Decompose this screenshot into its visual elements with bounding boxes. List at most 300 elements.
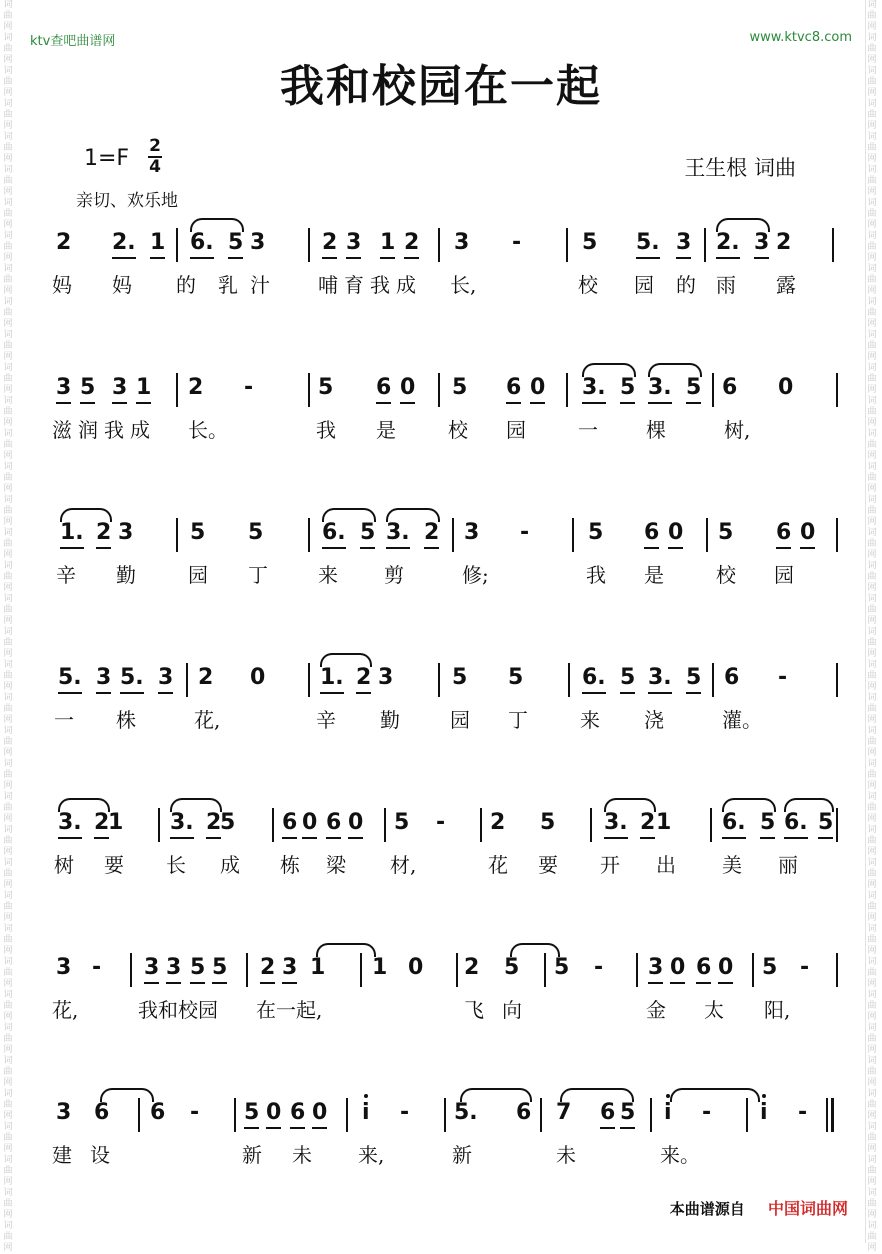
note: 1 [150, 230, 166, 255]
note: 5 [620, 375, 636, 400]
bar-line [836, 663, 838, 697]
note: 0 [778, 375, 794, 400]
note: 6. [784, 810, 808, 835]
lyric: 在一起, [256, 998, 323, 1022]
bar-line [752, 953, 754, 987]
note: 5 [244, 1100, 260, 1125]
lyric: 丁 [248, 563, 268, 587]
note: 2 [640, 810, 656, 835]
slur [716, 218, 770, 232]
lyric: 新 [242, 1143, 262, 1167]
lyric: 勤 [380, 708, 400, 732]
bar-line [746, 1098, 748, 1132]
bar-line [138, 1098, 140, 1132]
note: 6 [290, 1100, 306, 1125]
note: 5 [318, 375, 334, 400]
lyric: 露 [776, 273, 796, 297]
bar-line [272, 808, 274, 842]
bar-line [234, 1098, 236, 1132]
lyric-row-5 [0, 852, 882, 882]
note: 6. [322, 520, 346, 545]
note: 2 [56, 230, 72, 255]
bar-line [540, 1098, 542, 1132]
bar-line [176, 228, 178, 262]
note: 3. [604, 810, 628, 835]
slur [170, 798, 222, 812]
note: 1 [136, 375, 152, 400]
notation-row-1 [0, 228, 882, 268]
note: 1 [310, 955, 326, 980]
lyric: 来 [580, 708, 600, 732]
lyric: 出 [656, 853, 676, 877]
note: 5 [588, 520, 604, 545]
lyric: 汁 [250, 273, 270, 297]
note: 5 [760, 810, 776, 835]
note: 2 [96, 520, 112, 545]
lyric: 妈 [112, 273, 132, 297]
note: 2 [424, 520, 440, 545]
bar-line [176, 518, 178, 552]
note: 0 [250, 665, 266, 690]
note: 6 [326, 810, 342, 835]
note: 3 [56, 375, 72, 400]
note: 6 [282, 810, 298, 835]
note: 3 [250, 230, 266, 255]
slur [510, 943, 560, 957]
note: 5 [762, 955, 778, 980]
note: 5 [686, 375, 702, 400]
note: 5 [220, 810, 236, 835]
lyric: 是 [644, 563, 664, 587]
note: 7 [556, 1100, 572, 1125]
note: - [702, 1100, 712, 1125]
note: 1 [380, 230, 396, 255]
lyric: 树 [54, 853, 74, 877]
bar-line [836, 808, 838, 842]
note: 5 [718, 520, 734, 545]
bar-line [712, 663, 714, 697]
slur [58, 798, 110, 812]
lyric: 材, [390, 853, 417, 877]
bar-line [308, 663, 310, 697]
slur [784, 798, 834, 812]
lyric: 新 [452, 1143, 472, 1167]
lyric: 飞 [464, 998, 484, 1022]
note: 5. [58, 665, 82, 690]
note: 5 [452, 665, 468, 690]
note: 3 [282, 955, 298, 980]
notation-row-5 [0, 808, 882, 848]
note: 6 [94, 1100, 110, 1125]
lyric: 育 [344, 273, 364, 297]
bar-line [566, 373, 568, 407]
note: i [362, 1100, 370, 1125]
note: 6 [376, 375, 392, 400]
note: 6 [776, 520, 792, 545]
note: 1. [60, 520, 84, 545]
lyric: 未 [292, 1143, 312, 1167]
lyric: 太 [704, 998, 724, 1022]
note: 1. [320, 665, 344, 690]
note: 3. [170, 810, 194, 835]
lyric: 来 [318, 563, 338, 587]
slur [322, 508, 376, 522]
note: 2 [356, 665, 372, 690]
note: 2 [260, 955, 276, 980]
note: 6 [696, 955, 712, 980]
note: 0 [400, 375, 416, 400]
note: i [760, 1100, 768, 1125]
note: 0 [312, 1100, 328, 1125]
lyric: 修; [462, 563, 489, 587]
lyric: 向 [502, 998, 522, 1022]
high-octave-dot [364, 1094, 368, 1098]
bar-line [706, 518, 708, 552]
note: 6. [582, 665, 606, 690]
note: 2 [198, 665, 214, 690]
lyric: 株 [116, 708, 136, 732]
slur [316, 943, 376, 957]
note: 3 [96, 665, 112, 690]
note: - [512, 230, 522, 255]
note: 3. [58, 810, 82, 835]
bar-line [704, 228, 706, 262]
lyric: 阳, [764, 998, 791, 1022]
lyric-row-3 [0, 562, 882, 592]
note: 5 [620, 1100, 636, 1125]
slur [560, 1088, 634, 1102]
high-octave-dot [762, 1094, 766, 1098]
lyric: 成 [220, 853, 240, 877]
note: 5 [508, 665, 524, 690]
note: - [400, 1100, 410, 1125]
lyric: 妈 [52, 273, 72, 297]
bar-line [346, 1098, 348, 1132]
lyric: 校 [448, 418, 468, 442]
bar-line [308, 518, 310, 552]
note: - [92, 955, 102, 980]
bar-line [452, 518, 454, 552]
lyric: 园 [188, 563, 208, 587]
time-denominator: 4 [149, 157, 161, 177]
note: 3 [56, 1100, 72, 1125]
lyric: 园 [506, 418, 526, 442]
bar-line [590, 808, 592, 842]
note: 5. [120, 665, 144, 690]
note: 0 [668, 520, 684, 545]
note: 1 [372, 955, 388, 980]
bar-line [836, 518, 838, 552]
lyric: 勤 [116, 563, 136, 587]
note: 2 [776, 230, 792, 255]
lyric: 长, [450, 273, 477, 297]
lyric: 设 [90, 1143, 110, 1167]
note: 6 [150, 1100, 166, 1125]
bar-line [438, 663, 440, 697]
note: 5 [620, 665, 636, 690]
note: 2. [112, 230, 136, 255]
left-watermark-strip: 词曲网词曲网词曲网词曲网词曲网词曲网词曲网词曲网词曲网词曲网词曲网词曲网词曲网词曲网词曲网词曲网词曲网词曲网词曲网词曲网词曲网词曲网词曲网词曲网词曲网词曲网词曲网词曲网词曲网词曲网词曲网词曲网词曲网词曲网词曲网词曲网词曲网词曲网 [3, 0, 13, 1253]
note: 0 [266, 1100, 282, 1125]
lyric: 长 [166, 853, 186, 877]
composer-credit: 王生根 词曲 [684, 156, 796, 180]
lyric: 剪 [384, 563, 404, 587]
lyric: 灌。 [722, 708, 762, 732]
lyric: 润 [78, 418, 98, 442]
bar-line [480, 808, 482, 842]
bar-line [438, 228, 440, 262]
note: 6 [644, 520, 660, 545]
notation-row-4 [0, 663, 882, 703]
note: 5 [228, 230, 244, 255]
time-numerator: 2 [149, 136, 161, 156]
note: - [190, 1100, 200, 1125]
bar-line [158, 808, 160, 842]
slur [582, 363, 636, 377]
lyric: 丽 [778, 853, 798, 877]
note: - [520, 520, 530, 545]
note: 3. [648, 665, 672, 690]
note: 5 [80, 375, 96, 400]
lyric: 园 [450, 708, 470, 732]
note: 2 [464, 955, 480, 980]
note: 3. [386, 520, 410, 545]
lyric: 长。 [188, 418, 228, 442]
slur [320, 653, 372, 667]
lyric: 辛 [316, 708, 336, 732]
note: 3. [648, 375, 672, 400]
note: 3 [56, 955, 72, 980]
lyric: 的 [676, 273, 696, 297]
note: 0 [800, 520, 816, 545]
bar-line [130, 953, 132, 987]
bar-line [438, 373, 440, 407]
footer-brand-link[interactable]: 中国词曲网 [767, 1199, 848, 1218]
lyric: 我和校园 [138, 998, 218, 1022]
note: 2 [94, 810, 110, 835]
tempo-marking: 亲切、欢乐地 [76, 191, 178, 211]
note: 3 [648, 955, 664, 980]
lyric: 丁 [508, 708, 528, 732]
bar-line [710, 808, 712, 842]
note: 5 [360, 520, 376, 545]
note: 3 [346, 230, 362, 255]
note: 0 [302, 810, 318, 835]
lyric: 是 [376, 418, 396, 442]
lyric: 乳 [218, 273, 238, 297]
bar-line [360, 953, 362, 987]
site-link-right[interactable]: www.ktvc8.com [749, 30, 852, 45]
lyric: 园 [774, 563, 794, 587]
bar-line [456, 953, 458, 987]
note: 2 [188, 375, 204, 400]
slur [190, 218, 244, 232]
bar-line [650, 1098, 652, 1132]
note: 3 [676, 230, 692, 255]
bar-line [836, 953, 838, 987]
lyric: 美 [722, 853, 742, 877]
lyric: 成 [130, 418, 150, 442]
note: 3. [582, 375, 606, 400]
note: 2 [322, 230, 338, 255]
lyric: 来, [358, 1143, 385, 1167]
note: 6. [190, 230, 214, 255]
note: - [594, 955, 604, 980]
lyric: 梁 [326, 853, 346, 877]
slur [648, 363, 702, 377]
note: 0 [408, 955, 424, 980]
note: 6 [506, 375, 522, 400]
note: 0 [670, 955, 686, 980]
lyric: 开 [600, 853, 620, 877]
note: 5 [818, 810, 834, 835]
footer-credit [670, 1196, 848, 1219]
note: 6 [516, 1100, 532, 1125]
lyric: 要 [538, 853, 558, 877]
note: 6 [722, 375, 738, 400]
lyric: 我 [316, 418, 336, 442]
song-title: 我和校园在一起 [280, 61, 602, 112]
note: 3 [378, 665, 394, 690]
lyric: 树, [724, 418, 751, 442]
bar-line [308, 373, 310, 407]
note: 3 [754, 230, 770, 255]
lyric: 花, [52, 998, 79, 1022]
note: 5. [454, 1100, 478, 1125]
notation-row-6 [0, 953, 882, 993]
bar-line [186, 663, 188, 697]
notation-row-3 [0, 518, 882, 558]
lyric: 的 [176, 273, 196, 297]
bar-line [176, 373, 178, 407]
site-link-left[interactable]: ktv查吧曲谱网 [30, 34, 116, 49]
note: 5 [190, 955, 206, 980]
note: 5 [452, 375, 468, 400]
note: 3 [166, 955, 182, 980]
note: i [664, 1100, 672, 1125]
lyric: 一 [54, 708, 74, 732]
bar-line [832, 228, 834, 262]
bar-line [384, 808, 386, 842]
note: 2. [716, 230, 740, 255]
note: 0 [348, 810, 364, 835]
lyric-row-4 [0, 707, 882, 737]
bar-line [544, 953, 546, 987]
note: 5 [394, 810, 410, 835]
note: 2 [490, 810, 506, 835]
note: 3 [464, 520, 480, 545]
key-signature: 1=F [84, 146, 130, 171]
note: 5 [504, 955, 520, 980]
note: 6. [722, 810, 746, 835]
note: 5. [636, 230, 660, 255]
note: 5 [248, 520, 264, 545]
note: - [800, 955, 810, 980]
slur [460, 1088, 532, 1102]
slur [60, 508, 112, 522]
note: 2 [404, 230, 420, 255]
note: 3 [454, 230, 470, 255]
bar-line [568, 663, 570, 697]
bar-line [572, 518, 574, 552]
lyric: 哺 [318, 273, 338, 297]
bar-line [712, 373, 714, 407]
lyric: 校 [716, 563, 736, 587]
lyric: 我 [104, 418, 124, 442]
note: 3 [118, 520, 134, 545]
lyric: 辛 [56, 563, 76, 587]
note: 3 [112, 375, 128, 400]
note: 5 [686, 665, 702, 690]
lyric-row-1 [0, 272, 882, 302]
slur [722, 798, 776, 812]
note: 0 [530, 375, 546, 400]
lyric-row-2 [0, 417, 882, 447]
lyric: 花 [488, 853, 508, 877]
lyric: 棵 [646, 418, 666, 442]
note: 6 [600, 1100, 616, 1125]
lyric: 一 [578, 418, 598, 442]
note: 5 [540, 810, 556, 835]
lyric: 我 [586, 563, 606, 587]
time-signature [146, 137, 164, 177]
note: 3 [144, 955, 160, 980]
notation-row-7 [0, 1098, 882, 1138]
lyric: 雨 [716, 273, 736, 297]
bar-line [836, 373, 838, 407]
lyric: 滋 [52, 418, 72, 442]
lyric: 栋 [280, 853, 300, 877]
lyric: 建 [52, 1143, 72, 1167]
bar-line [246, 953, 248, 987]
note: 6 [724, 665, 740, 690]
note: 5 [190, 520, 206, 545]
note: 5 [554, 955, 570, 980]
slur [670, 1088, 760, 1102]
lyric: 来。 [660, 1143, 700, 1167]
lyric: 成 [396, 273, 416, 297]
note: 5 [582, 230, 598, 255]
lyric: 浇 [644, 708, 664, 732]
note: - [778, 665, 788, 690]
slur [100, 1088, 154, 1102]
note: 3 [158, 665, 174, 690]
bar-line [444, 1098, 446, 1132]
final-bar-line [826, 1098, 834, 1132]
lyric-row-6 [0, 997, 882, 1027]
bar-line [566, 228, 568, 262]
note: 0 [718, 955, 734, 980]
lyric-row-7 [0, 1142, 882, 1172]
note: 1 [656, 810, 672, 835]
lyric: 园 [634, 273, 654, 297]
lyric: 花, [194, 708, 221, 732]
right-watermark-strip: 词曲网词曲网词曲网词曲网词曲网词曲网词曲网词曲网词曲网词曲网词曲网词曲网词曲网词曲网词曲网词曲网词曲网词曲网词曲网词曲网词曲网词曲网词曲网词曲网词曲网词曲网词曲网词曲网词曲网词曲网词曲网词曲网词曲网词曲网词曲网词曲网词曲网词曲网 [867, 0, 877, 1253]
note: 1 [108, 810, 124, 835]
bar-line [636, 953, 638, 987]
note: - [244, 375, 254, 400]
note: - [436, 810, 446, 835]
note: 5 [212, 955, 228, 980]
lyric: 要 [104, 853, 124, 877]
lyric: 校 [578, 273, 598, 297]
bar-line [308, 228, 310, 262]
note: 2 [206, 810, 222, 835]
lyric: 未 [556, 1143, 576, 1167]
notation-row-2 [0, 373, 882, 413]
lyric: 金 [646, 998, 666, 1022]
slur [604, 798, 656, 812]
